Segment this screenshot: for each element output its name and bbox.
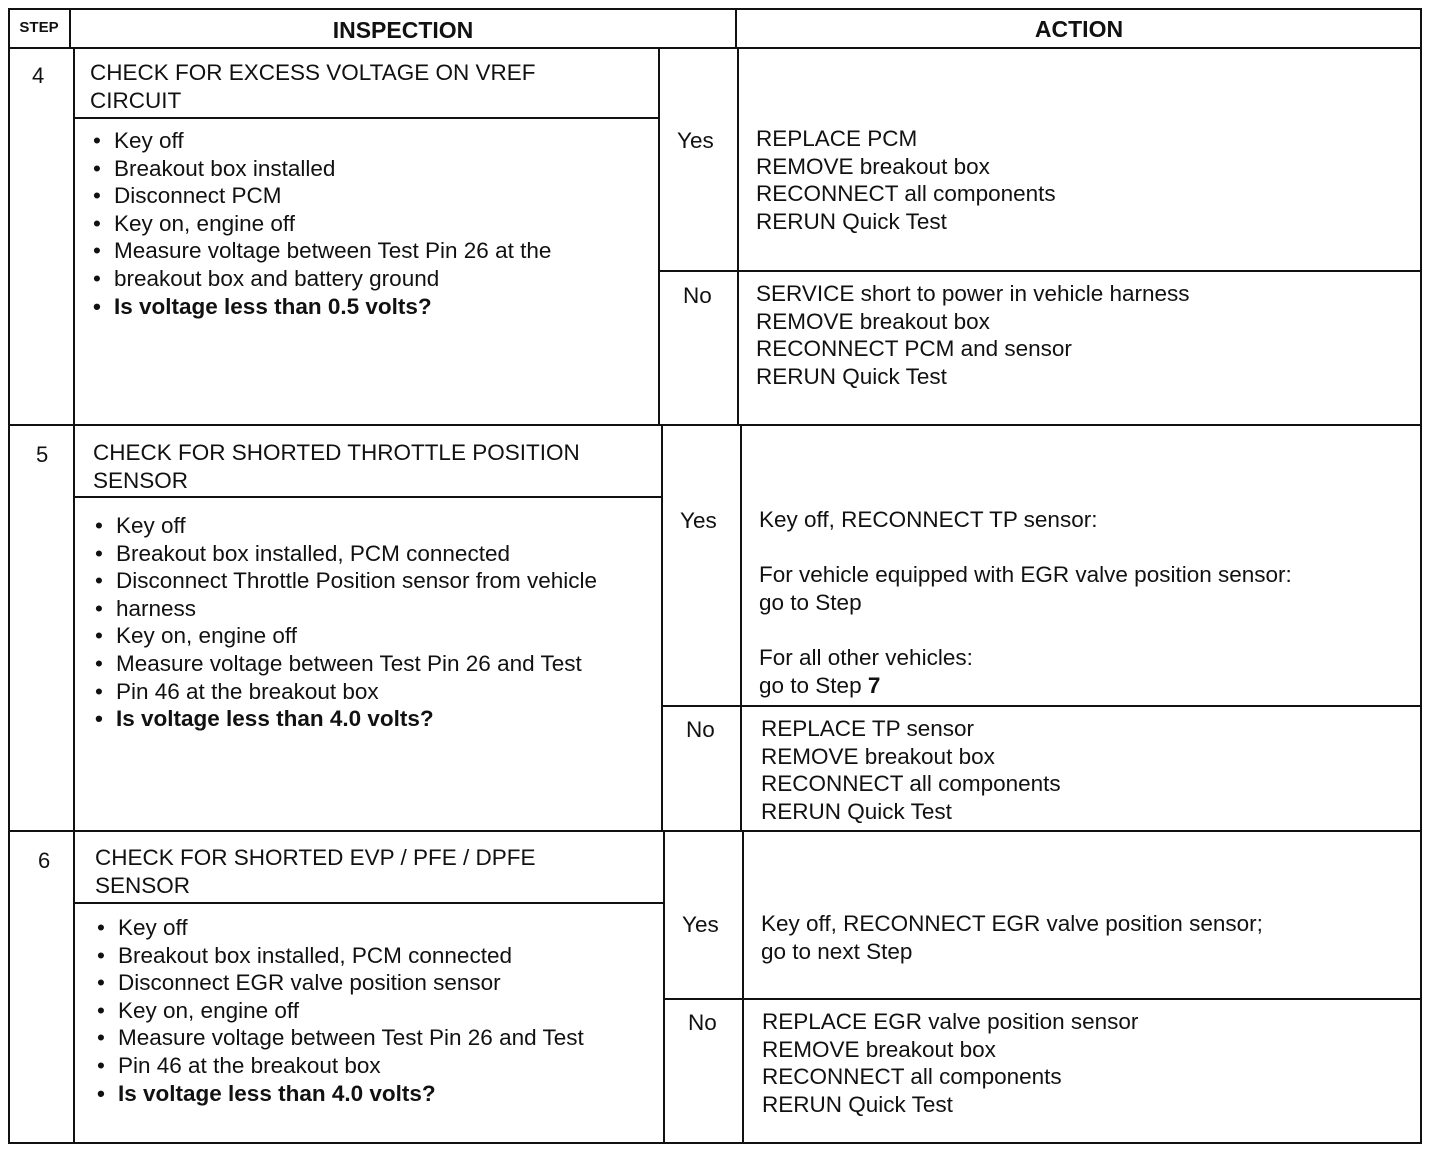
- inspection-question: • Is voltage less than 0.5 volts?: [90, 293, 551, 321]
- action-line: REPLACE TP sensor: [761, 716, 975, 741]
- step-reference: 7: [867, 672, 881, 698]
- title-underline: [73, 496, 662, 498]
- action-line: REPLACE PCM: [756, 126, 918, 151]
- list-item: • Breakout box installed: [90, 155, 551, 183]
- list-item-text: Pin 46 at the breakout box: [118, 1052, 381, 1078]
- yes-no-divider: [661, 705, 1422, 707]
- list-item: • Breakout box installed, PCM connected: [94, 942, 584, 970]
- header-step: STEP: [19, 19, 59, 36]
- action-line: go to Step: [759, 589, 862, 615]
- action-line: For all other vehicles:: [759, 644, 973, 670]
- action-line: [759, 534, 1292, 562]
- list-item: • Breakout box installed, PCM connected: [92, 540, 597, 568]
- action-line: RERUN Quick Test: [761, 798, 952, 824]
- step-title: CHECK FOR SHORTED EVP / PFE / DPFE SENSOR: [95, 845, 536, 898]
- header-inspection: INSPECTION: [332, 17, 474, 43]
- list-item-text: breakout box and battery ground: [114, 265, 440, 291]
- step-title: CHECK FOR SHORTED THROTTLE POSITION SENSOR: [93, 440, 580, 493]
- list-item-text: Pin 46 at the breakout box: [116, 678, 379, 704]
- action-line: RECONNECT all components: [762, 1064, 1062, 1090]
- action-line: REMOVE breakout box: [756, 308, 990, 334]
- action-line: Key off, RECONNECT TP sensor:: [759, 507, 1098, 532]
- list-item: • Disconnect EGR valve position sensor: [94, 969, 584, 997]
- action-line: go to next Step: [761, 938, 913, 964]
- action-column-left: [742, 830, 744, 1144]
- title-underline: [73, 117, 659, 119]
- yes-action: [761, 910, 1263, 965]
- step-number: 4: [32, 63, 45, 88]
- no-label: No: [686, 717, 715, 742]
- step-number: 5: [36, 442, 49, 467]
- action-line: [759, 672, 1292, 700]
- inspection-question: • Is voltage less than 4.0 volts?: [92, 705, 597, 733]
- no-action: [761, 715, 1061, 825]
- header-step-divider: [69, 8, 71, 48]
- inspection-list: [92, 512, 597, 733]
- no-action: [756, 280, 1190, 390]
- header-divider: [8, 47, 1422, 49]
- action-column-left: [737, 47, 739, 425]
- list-item: • Key off: [90, 127, 551, 155]
- step-column-divider: [73, 47, 75, 1144]
- yes-label: Yes: [682, 912, 719, 937]
- header-action: ACTION: [1034, 16, 1124, 42]
- list-item: • Key off: [92, 512, 597, 540]
- action-line: REMOVE breakout box: [762, 1036, 996, 1062]
- action-line: For vehicle equipped with EGR valve position sensor:: [759, 562, 1292, 588]
- action-line: Key off, RECONNECT EGR valve position sensor;: [761, 911, 1263, 936]
- action-line: REMOVE breakout box: [756, 153, 990, 179]
- yes-label: Yes: [680, 508, 717, 533]
- action-column-left: [740, 424, 742, 831]
- action-line: RERUN Quick Test: [756, 208, 947, 234]
- action-line: REMOVE breakout box: [761, 743, 995, 769]
- list-item: • Measure voltage between Test Pin 26 and Test: [94, 1024, 584, 1052]
- list-item: • Key on, engine off: [94, 997, 584, 1025]
- list-item: • Key on, engine off: [92, 622, 597, 650]
- step-separator: [8, 830, 1422, 832]
- list-item-continuation: [94, 1052, 584, 1080]
- header-action-divider: [735, 8, 737, 48]
- title-underline: [73, 902, 664, 904]
- yn-column-left: [663, 830, 665, 1144]
- list-item-text: harness: [116, 595, 197, 621]
- yn-column-left: [661, 424, 663, 831]
- action-line: SERVICE short to power in vehicle harness: [756, 281, 1190, 306]
- yes-label: Yes: [677, 128, 714, 153]
- inspection-list: [90, 127, 551, 320]
- list-item-continuation: [92, 595, 597, 623]
- list-item: • Disconnect Throttle Position sensor from vehicle: [92, 567, 597, 595]
- yes-action: [756, 125, 1056, 235]
- action-line: RERUN Quick Test: [762, 1091, 953, 1117]
- action-line: RECONNECT all components: [756, 181, 1056, 207]
- list-item: • Measure voltage between Test Pin 26 and Test: [92, 650, 597, 678]
- action-line: RERUN Quick Test: [756, 363, 947, 389]
- step-number: 6: [38, 848, 51, 873]
- inspection-question: • Is voltage less than 4.0 volts?: [94, 1080, 584, 1108]
- yn-column-left: [658, 47, 660, 425]
- yes-no-divider: [663, 998, 1422, 1000]
- no-label: No: [688, 1010, 717, 1035]
- action-line: RECONNECT PCM and sensor: [756, 336, 1072, 362]
- list-item: • Key off: [94, 914, 584, 942]
- action-line-text: go to Step: [759, 672, 868, 698]
- action-line: RECONNECT all components: [761, 771, 1061, 797]
- step-title: CHECK FOR EXCESS VOLTAGE ON VREF CIRCUIT: [90, 60, 536, 113]
- list-item-continuation: [90, 265, 551, 293]
- no-action: [762, 1008, 1138, 1118]
- yes-action: [759, 506, 1292, 699]
- inspection-list: [94, 914, 584, 1107]
- action-line: [759, 616, 1292, 644]
- list-item: • Key on, engine off: [90, 210, 551, 238]
- action-line: REPLACE EGR valve position sensor: [762, 1009, 1139, 1034]
- no-label: No: [683, 283, 712, 308]
- step-separator: [8, 424, 1422, 426]
- list-item: • Disconnect PCM: [90, 182, 551, 210]
- list-item: • Measure voltage between Test Pin 26 at the: [90, 237, 551, 265]
- list-item-continuation: [92, 678, 597, 706]
- yes-no-divider: [658, 270, 1422, 272]
